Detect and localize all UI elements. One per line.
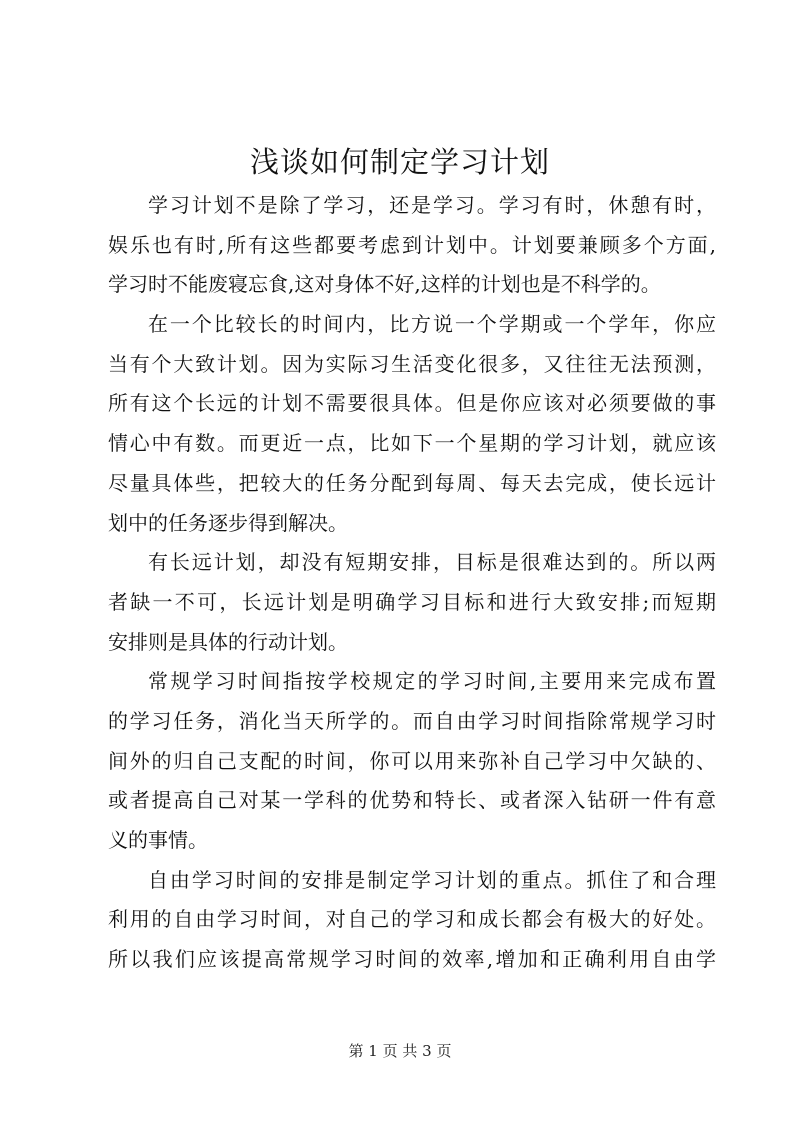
paragraph-line: 所以我们应该提高常规学习时间的效率,增加和正确利用自由学: [108, 947, 716, 972]
paragraph-line: 学习时不能废寝忘食,这对身体不好,这样的计划也是不科学的。: [108, 272, 661, 297]
page-number-footer: 第 1 页 共 3 页: [348, 1042, 452, 1060]
paragraph-line: 划中的任务逐步得到解决。: [108, 510, 348, 535]
paragraph-line: 间外的归自己支配的时间，你可以用来弥补自己学习中欠缺的、: [108, 748, 716, 773]
paragraph-3: [108, 543, 716, 662]
paragraph-1: [108, 186, 716, 305]
paragraph-line: 情心中有数。而更近一点，比如下一个星期的学习计划，就应该: [108, 431, 716, 456]
paragraph-line: 的学习任务，消化当天所学的。而自由学习时间指除常规学习时: [108, 708, 716, 733]
paragraph-5: [108, 861, 716, 980]
paragraph-line: 义的事情。: [108, 828, 208, 852]
paragraph-line: 当有个大致计划。因为实际习生活变化很多，又往往无法预测，: [108, 351, 716, 376]
paragraph-line: 者缺一不可，长远计划是明确学习目标和进行大致安排;而短期: [108, 589, 716, 614]
paragraph-line: 安排则是具体的行动计划。: [108, 629, 348, 654]
paragraph-2: [108, 305, 716, 543]
paragraph-4: [108, 662, 716, 860]
paragraph-line: 自由学习时间的安排是制定学习计划的重点。抓住了和合理: [148, 867, 716, 892]
paragraph-line: 尽量具体些，把较大的任务分配到每周、每天去完成，使长远计: [108, 470, 716, 495]
paragraph-line: 或者提高自己对某一学科的优势和特长、或者深入钻研一件有意: [108, 788, 716, 813]
paragraph-line: 娱乐也有时,所有这些都要考虑到计划中。计划要兼顾多个方面,: [108, 232, 716, 257]
paragraph-line: 在一个比较长的时间内，比方说一个学期或一个学年，你应: [148, 312, 716, 337]
document-body: [108, 186, 716, 980]
document-title: 浅谈如何制定学习计划: [249, 145, 550, 179]
paragraph-line: 利用的自由学习时间，对自己的学习和成长都会有极大的好处。: [108, 907, 716, 932]
paragraph-line: 有长远计划，却没有短期安排，目标是很难达到的。所以两: [148, 550, 716, 575]
paragraph-line: 常规学习时间指按学校规定的学习时间,主要用来完成布置: [148, 669, 716, 694]
paragraph-line: 学习计划不是除了学习，还是学习。学习有时，休憩有时，: [148, 193, 716, 217]
paragraph-line: 所有这个长远的计划不需要很具体。但是你应该对必须要做的事: [108, 391, 716, 416]
